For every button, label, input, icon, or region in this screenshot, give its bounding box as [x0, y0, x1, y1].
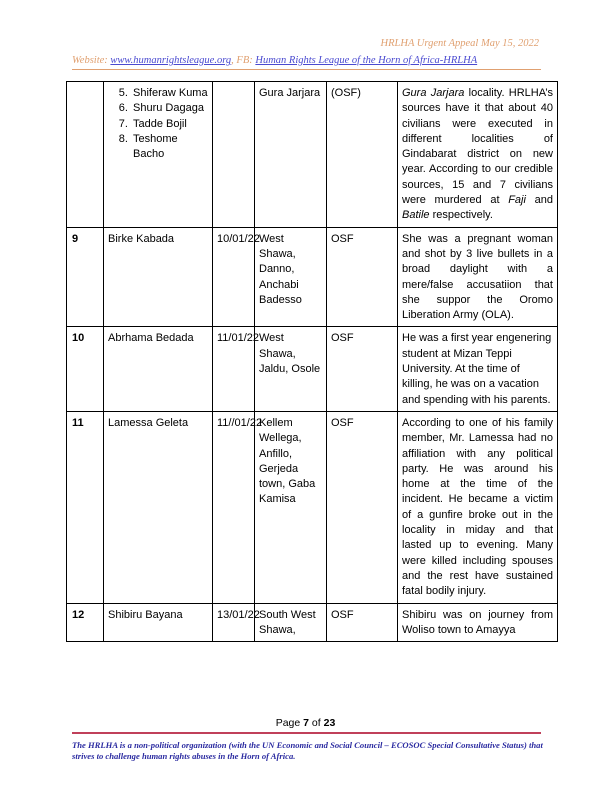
- row-number: 11: [67, 411, 104, 603]
- table-row: [67, 327, 558, 411]
- perpetrator-cell: OSF: [327, 227, 398, 327]
- date-cell: 11/01/22: [213, 327, 255, 411]
- victim-name: Abrhama Bedada: [104, 327, 213, 411]
- website-header: Website: www.humanrightsleague.org, FB: Human Rights League of the Horn of Africa-HRLHA: [72, 55, 478, 66]
- footer-note: The HRLHA is a non-political organization (with the UN Economic and Social Council – ECOSOC Special Consultative Status) that strives to challenge human rights abuses in the Horn of Africa.: [72, 740, 543, 761]
- fb-label: FB:: [236, 55, 253, 66]
- date-cell: 10/01/22: [213, 227, 255, 327]
- victim-name: Shibiru Bayana: [104, 603, 213, 642]
- desc-faji: Faji: [508, 194, 526, 207]
- description-cell: According to one of his family member, Mr. Lamessa had no affiliation with any political party. He was around his home at the time of the incident. He became a victim of a gunfire broke out in the locality in miday and that lasted up to evening. Many were killed including spouses and the rest have sustained fatal bodily injury.: [398, 411, 558, 603]
- victim-name: Lamessa Geleta: [104, 411, 213, 603]
- website-link[interactable]: www.humanrightsleague.org: [110, 55, 232, 66]
- perpetrator-cell: OSF: [327, 411, 398, 603]
- table-row: [67, 603, 558, 642]
- row-number: 9: [67, 227, 104, 327]
- list-item: 7. Tadde Bojil: [131, 117, 208, 132]
- desc-place: Gura Jarjara: [402, 87, 465, 99]
- description-cell: Gura Jarjara locality. HRLHA’s sources have it that about 40 civilians were executed in different localities of Gindabarat district on new year. According to our credible sources, 15 and 7 civilians were murdered at Faji and Batile respectively.: [398, 82, 558, 228]
- list-item: 6. Shuru Dagaga: [131, 101, 208, 116]
- table-row: [67, 227, 558, 327]
- description-cell: She was a pregnant woman and shot by 3 live bullets in a broad daylight with a mere/false accusatiion that she suppor the Oromo Liberation Army (OLA).: [398, 227, 558, 327]
- list-item: 5. Shiferaw Kuma: [131, 86, 208, 101]
- list-item: 8. Teshome Bacho: [131, 132, 208, 163]
- perpetrator-cell: OSF: [327, 327, 398, 411]
- date-cell: [213, 82, 255, 228]
- header-rule: [72, 69, 541, 70]
- facebook-link[interactable]: Human Rights League of the Horn of Africa-HRLHA: [255, 55, 478, 66]
- appeal-header: HRLHA Urgent Appeal May 15, 2022: [380, 38, 539, 49]
- page-number: Page 7 of 23: [275, 717, 336, 729]
- victims-table: [66, 81, 558, 642]
- description-cell: He was a first year engenering student at Mizan Teppi University. At the time of killing, he was on a vacation and spending with his parents.: [398, 327, 558, 411]
- victim-name: Birke Kabada: [104, 227, 213, 327]
- table-row: [67, 411, 558, 603]
- current-page: 7: [303, 717, 309, 729]
- place-cell: Gura Jarjara: [255, 82, 327, 228]
- names-list: [108, 86, 208, 162]
- description-cell: Shibiru was on journey from Woliso town to Amayya: [398, 603, 558, 642]
- total-pages: 23: [323, 717, 336, 729]
- place-cell: South West Shawa,: [255, 603, 327, 642]
- row-number-cell: [67, 82, 104, 228]
- perpetrator-cell: (OSF): [327, 82, 398, 228]
- row-number: 12: [67, 603, 104, 642]
- website-label: Website:: [72, 55, 108, 66]
- date-cell: 11//01/22: [213, 411, 255, 603]
- place-cell: Kellem Wellega, Anfillo, Gerjeda town, Gaba Kamisa: [255, 411, 327, 603]
- perpetrator-cell: OSF: [327, 603, 398, 642]
- date-cell: 13/01/22: [213, 603, 255, 642]
- table-row: [67, 82, 558, 228]
- desc-batile: Batile: [402, 209, 430, 222]
- footer-rule: [72, 732, 541, 734]
- row-number: 10: [67, 327, 104, 411]
- place-cell: West Shawa, Jaldu, Osole: [255, 327, 327, 411]
- names-cell: [104, 82, 213, 228]
- place-cell: West Shawa, Danno, Anchabi Badesso: [255, 227, 327, 327]
- desc-text: locality. HRLHA’s sources have it that about 40 civilians were executed in different localities of Gindabarat district on new year. According to our credible sources, 15 and 7 civilians were murdered at: [402, 87, 553, 207]
